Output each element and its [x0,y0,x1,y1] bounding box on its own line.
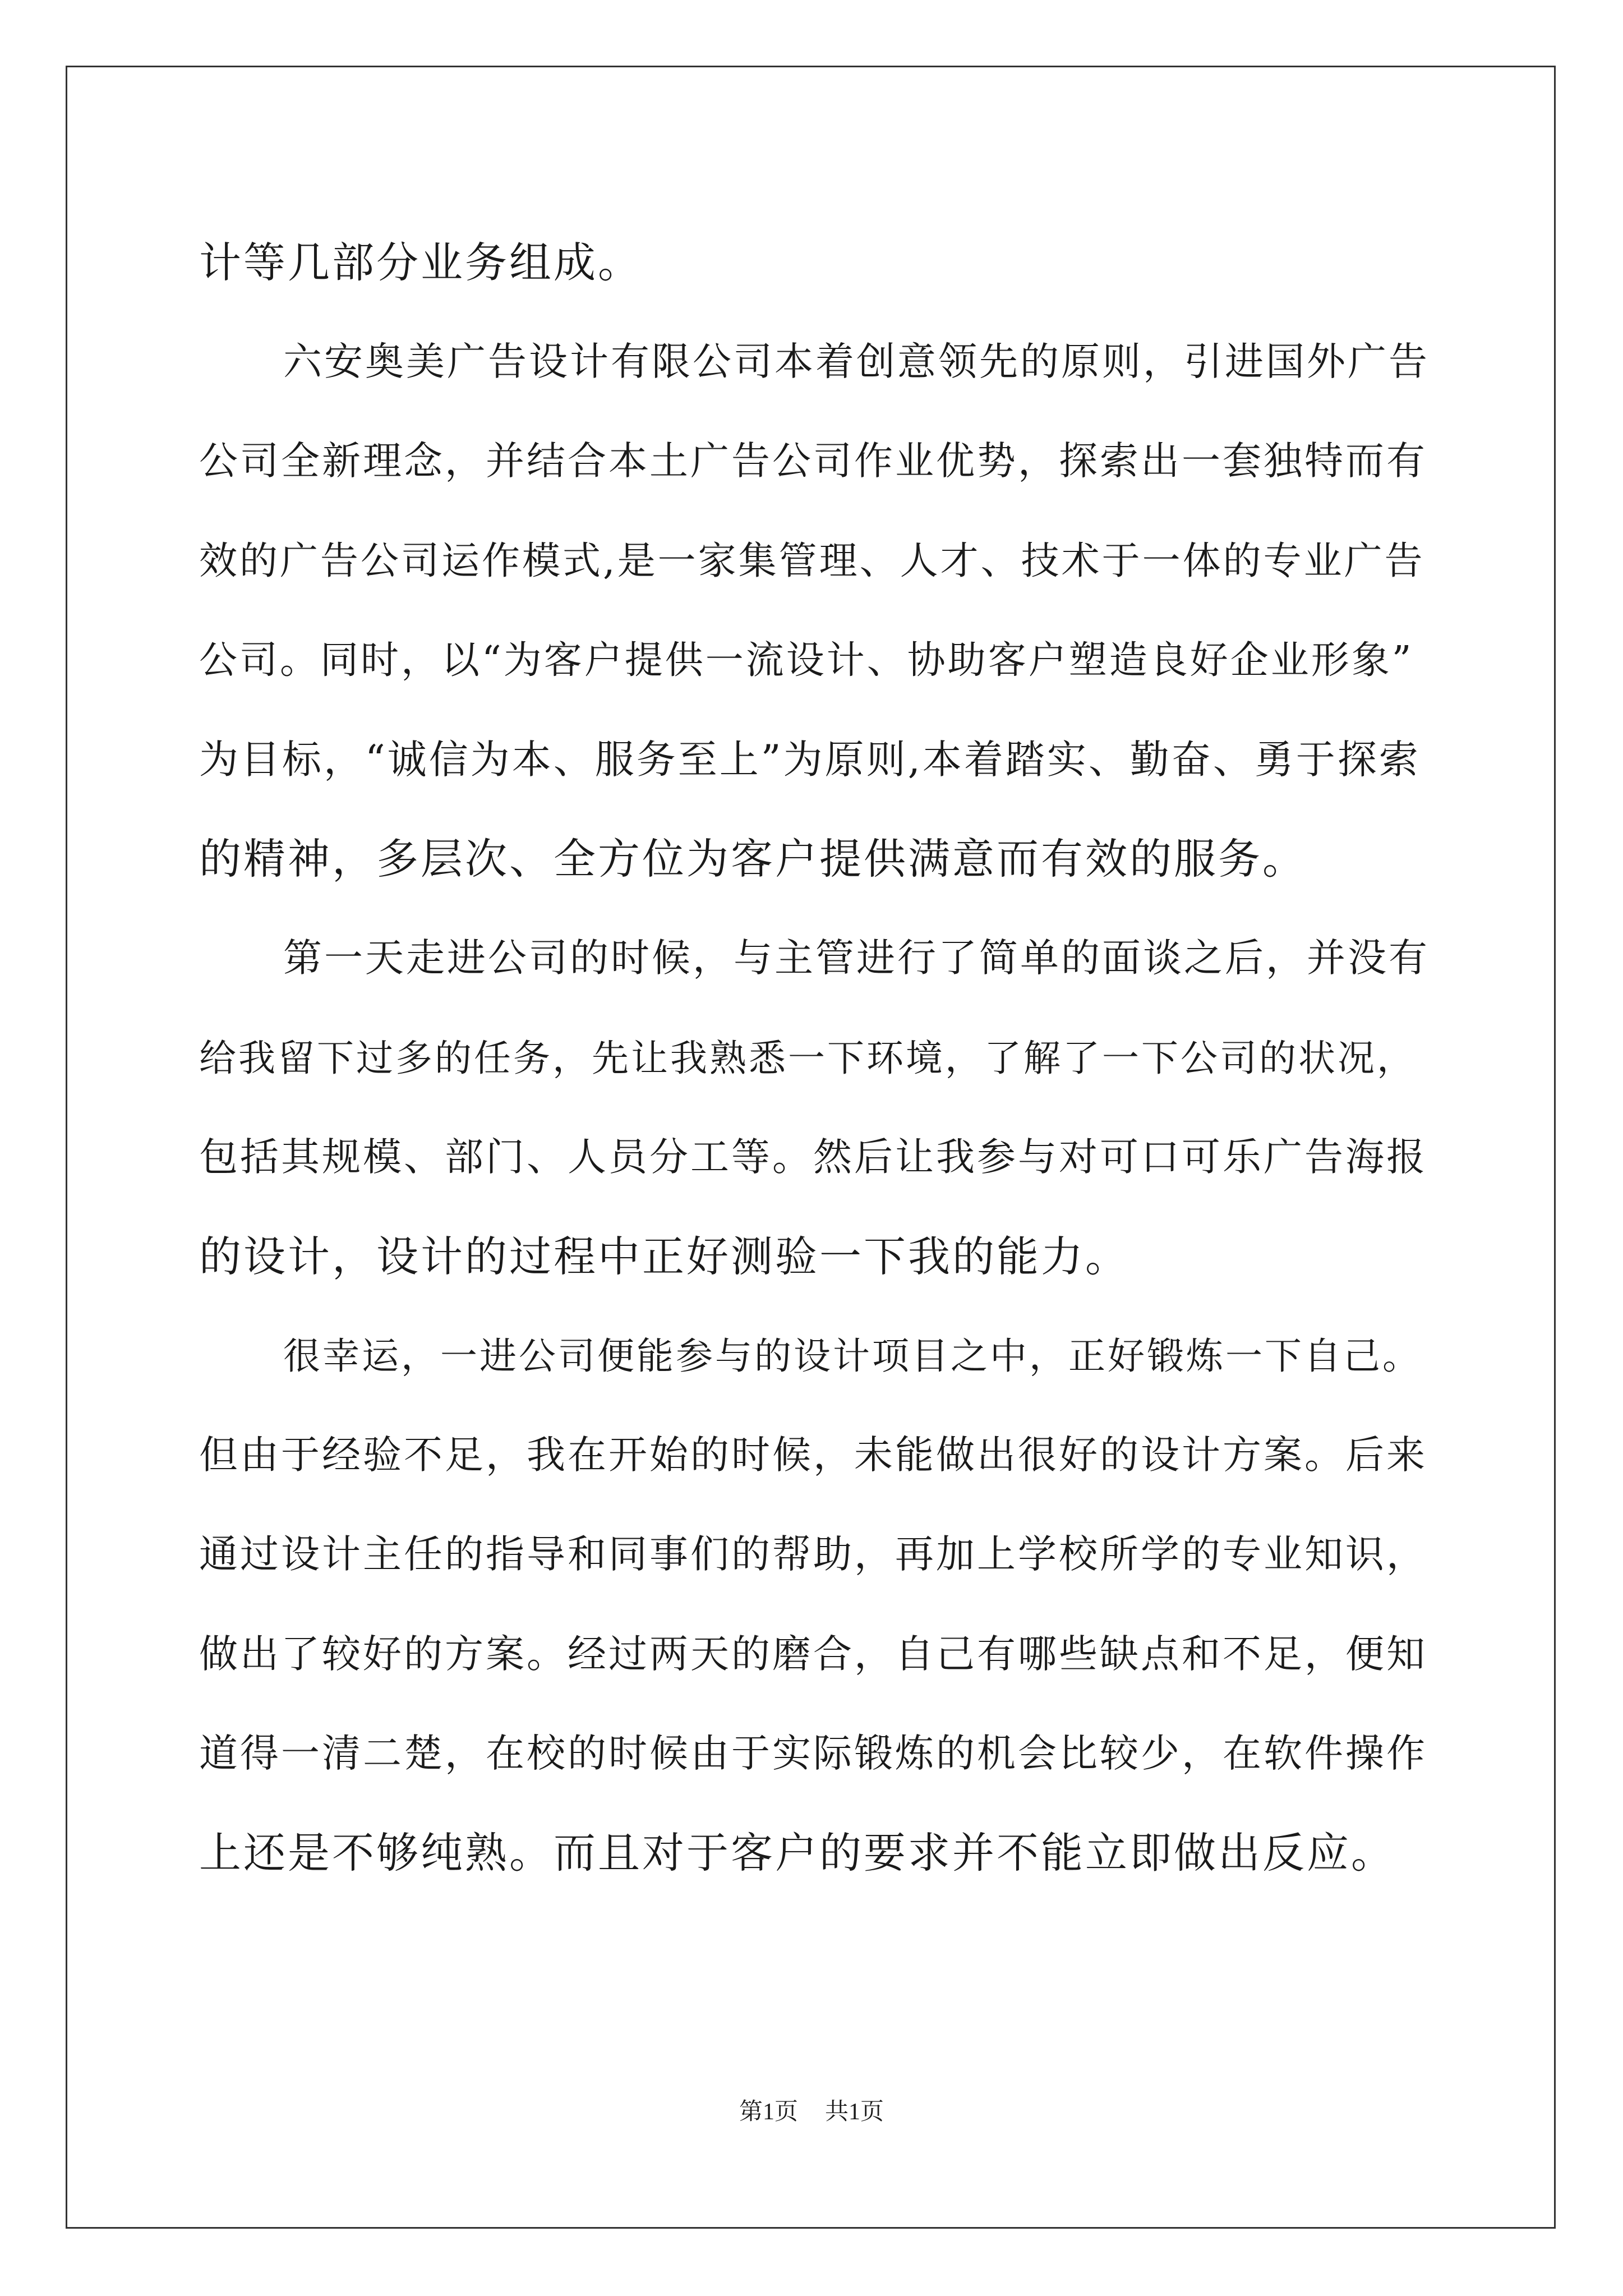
text-line: 上还是不够纯熟。而且对于客户的要求并不能立即做出反应。 [199,1828,1396,1878]
text-line: 的设计，设计的过程中正好测验一下我的能力。 [199,1231,1130,1281]
text-line: 做出了较好的方案。经过两天的磨合，自己有哪些缺点和不足，便知 [199,1631,1427,1677]
text-line: 为目标，“诚信为本、服务至上”为原则,本着踏实、勤奋、勇于探索 [199,736,1421,783]
text-line: 但由于经验不足，我在开始的时候，未能做出很好的设计方案。后来 [199,1433,1427,1478]
text-line: 六安奥美广告设计有限公司本着创意领先的原则，引进国外广告 [283,339,1430,385]
page-footer [0,2095,1623,2129]
page-total: 共1页 [825,2099,884,2125]
text-line: 的精神，多层次、全方位为客户提供满意而有效的服务。 [199,834,1307,884]
text-line: 效的广告公司运作模式,是一家集管理、人才、技术于一体的专业广告 [199,539,1425,583]
text-line: 公司全新理念，并结合本土广告公司作业优势，探索出一套独特而有 [199,439,1427,484]
page-number: 第1页 [739,2099,798,2125]
text-line: 包括其规模、部门、人员分工等。然后让我参与对可口可乐广告海报 [199,1134,1427,1180]
document-body [199,213,1430,1903]
text-line: 公司。同时，以“为客户提供一流设计、协助客户塑造良好企业形象” [199,638,1414,683]
text-line: 通过设计主任的指导和同事们的帮助，再加上学校所学的专业知识， [199,1532,1427,1577]
text-line: 很幸运，一进公司便能参与的设计项目之中，正好锻炼一下自己。 [283,1335,1422,1378]
text-line: 给我留下过多的任务，先让我熟悉一下环境，了解了一下公司的状况， [199,1036,1416,1080]
text-line: 计等几部分业务组成。 [199,238,643,287]
text-line: 第一天走进公司的时候，与主管进行了简单的面谈之后，并没有 [283,936,1430,981]
text-line: 道得一清二楚，在校的时候由于实际锻炼的机会比较少，在软件操作 [199,1731,1427,1776]
